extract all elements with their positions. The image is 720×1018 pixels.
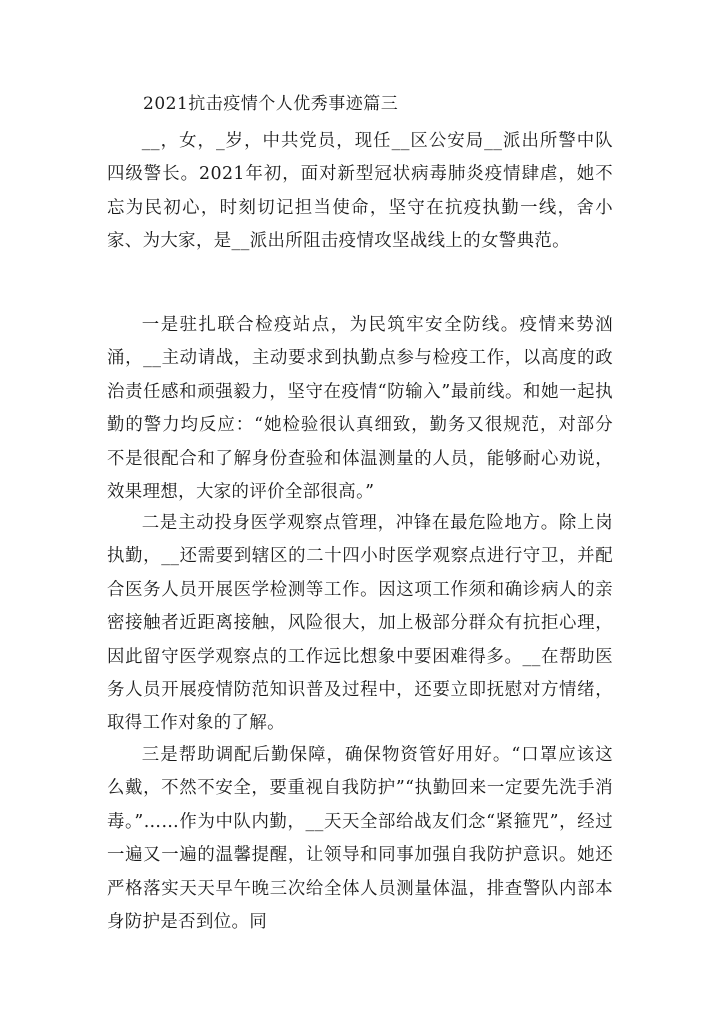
paragraph-observation-point: 二是主动投身医学观察点管理，冲锋在最危险地方。除上岗执勤，__还需要到辖区的二十四小时医学观察点进行守卫，并配合医务人员开展医学检测等工作。因这项工作须和确诊病人的亲密接触者近距离接触，风险很大，加上极部分群众有抗拒心理，因此留守医学观察点的工作远比想象中要困难得多。__在帮助医务人员开展疫情防范知识普及过程中，还要立即抚慰对方情绪，取得工作对象的了解。 xyxy=(107,513,613,734)
paragraph-checkpoint: 一是驻扎联合检疫站点，为民筑牢安全防线。疫情来势汹涌，__主动请战，主动要求到执勤点参与检疫工作，以高度的政治责任感和顽强毅力，坚守在疫情“防输入”最前线。和她一起执勤的警力均反应：“她检验很认真细致，勤务又很规范，对部分不是很配合和了解身份查验和体温测量的人员，能够耐心劝说，效果理想，大家的评价全部很高。” xyxy=(107,315,613,503)
paragraph-logistics: 三是帮助调配后勤保障，确保物资管好用好。“口罩应该这么戴，不然不安全，要重视自我防护”“执勤回来一定要先洗手消毒。”……作为中队内勤，__天天全部给战友们念“紧箍咒”，经过一遍又一遍的温馨提醒，让领导和同事加强自我防护意识。她还严格落实天天早午晚三次给全体人员测量体温，排查警队内部本身防护是否到位。同 xyxy=(107,745,613,933)
paragraph-intro: __，女，_岁，中共党员，现任__区公安局__派出所警中队四级警长。2021年初，面对新型冠状病毒肺炎疫情肆虐，她不忘为民初心，时刻切记担当使命，坚守在抗疫执勤一线，舍小家、为大家，是__派出所阻击疫情攻坚战线上的女警典范。 xyxy=(107,131,613,252)
document-title: 2021抗击疫情个人优秀事迹篇三 xyxy=(143,94,399,114)
